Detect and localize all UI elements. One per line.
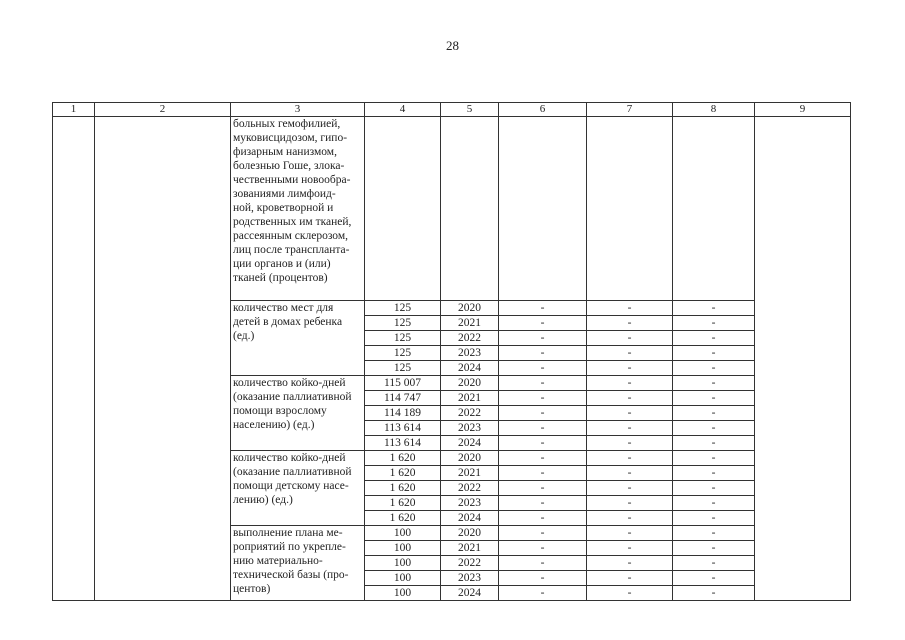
indicator-value: 125	[365, 331, 441, 346]
col6-value: -	[499, 301, 587, 316]
indicator-value: 100	[365, 526, 441, 541]
indicator-year: 2023	[441, 421, 499, 436]
col8-value: -	[673, 346, 755, 361]
col7-value: -	[587, 391, 673, 406]
header-cell: 4	[365, 103, 441, 117]
indicator-year: 2020	[441, 526, 499, 541]
page-number: 28	[446, 38, 459, 53]
col6-value: -	[499, 496, 587, 511]
indicator-value: 125	[365, 316, 441, 331]
indicator-year: 2024	[441, 361, 499, 376]
col7-value: -	[587, 436, 673, 451]
empty-cell	[587, 117, 673, 301]
empty-cell	[441, 117, 499, 301]
header-cell: 2	[95, 103, 231, 117]
indicator-value: 100	[365, 541, 441, 556]
col8-value: -	[673, 421, 755, 436]
col8-value: -	[673, 481, 755, 496]
header-cell: 1	[53, 103, 95, 117]
col7-value: -	[587, 451, 673, 466]
indicator-year: 2022	[441, 481, 499, 496]
header-cell: 8	[673, 103, 755, 117]
col7-value: -	[587, 421, 673, 436]
indicator-value: 1 620	[365, 496, 441, 511]
col7-value: -	[587, 406, 673, 421]
col6-value: -	[499, 541, 587, 556]
col8-value: -	[673, 391, 755, 406]
col6-value: -	[499, 376, 587, 391]
indicator-value: 125	[365, 301, 441, 316]
indicator-year: 2022	[441, 406, 499, 421]
col7-value: -	[587, 466, 673, 481]
indicator-year: 2024	[441, 436, 499, 451]
header-cell: 9	[755, 103, 851, 117]
indicator-description: количество койко-дней (оказание паллиативной помощи взрослому населению) (ед.)	[231, 376, 365, 451]
col9-cell	[755, 117, 851, 601]
indicator-year: 2022	[441, 331, 499, 346]
col8-value: -	[673, 511, 755, 526]
col6-value: -	[499, 421, 587, 436]
indicator-year: 2021	[441, 541, 499, 556]
col2-cell	[95, 117, 231, 601]
indicator-value: 1 620	[365, 451, 441, 466]
indicator-year: 2021	[441, 391, 499, 406]
col7-value: -	[587, 481, 673, 496]
col7-value: -	[587, 346, 673, 361]
col6-value: -	[499, 556, 587, 571]
indicator-description: количество мест для детей в домах ребенка (ед.)	[231, 301, 365, 376]
col6-value: -	[499, 406, 587, 421]
col6-value: -	[499, 586, 587, 601]
indicator-year: 2020	[441, 451, 499, 466]
indicator-value: 1 620	[365, 466, 441, 481]
header-cell: 5	[441, 103, 499, 117]
col8-value: -	[673, 556, 755, 571]
col7-value: -	[587, 526, 673, 541]
col7-value: -	[587, 541, 673, 556]
col8-value: -	[673, 436, 755, 451]
col8-value: -	[673, 316, 755, 331]
indicator-value: 114 747	[365, 391, 441, 406]
col1-cell	[53, 117, 95, 601]
indicator-value: 113 614	[365, 421, 441, 436]
col6-value: -	[499, 361, 587, 376]
col7-value: -	[587, 496, 673, 511]
col6-value: -	[499, 436, 587, 451]
col8-value: -	[673, 451, 755, 466]
indicator-year: 2021	[441, 316, 499, 331]
col8-value: -	[673, 301, 755, 316]
indicator-value: 114 189	[365, 406, 441, 421]
col8-value: -	[673, 331, 755, 346]
col7-value: -	[587, 571, 673, 586]
indicator-description: выполнение плана ме- роприятий по укрепле- нию материально- технической базы (про- центов)	[231, 526, 365, 601]
col8-value: -	[673, 406, 755, 421]
col7-value: -	[587, 301, 673, 316]
col7-value: -	[587, 556, 673, 571]
indicator-year: 2024	[441, 586, 499, 601]
indicator-year: 2021	[441, 466, 499, 481]
col8-value: -	[673, 586, 755, 601]
indicator-value: 125	[365, 361, 441, 376]
indicator-value: 100	[365, 571, 441, 586]
col7-value: -	[587, 511, 673, 526]
indicator-year: 2020	[441, 301, 499, 316]
indicator-value: 1 620	[365, 481, 441, 496]
col7-value: -	[587, 361, 673, 376]
indicator-value: 100	[365, 556, 441, 571]
indicator-year: 2023	[441, 571, 499, 586]
col7-value: -	[587, 331, 673, 346]
col8-value: -	[673, 571, 755, 586]
col7-value: -	[587, 316, 673, 331]
indicator-year: 2024	[441, 511, 499, 526]
indicator-value: 125	[365, 346, 441, 361]
indicator-year: 2020	[441, 376, 499, 391]
header-row	[53, 103, 851, 117]
indicator-description: количество койко-дней (оказание паллиативной помощи детскому насе- лению) (ед.)	[231, 451, 365, 526]
col8-value: -	[673, 541, 755, 556]
empty-cell	[499, 117, 587, 301]
col6-value: -	[499, 331, 587, 346]
col6-value: -	[499, 316, 587, 331]
table-row	[53, 117, 851, 301]
indicator-value: 115 007	[365, 376, 441, 391]
empty-cell	[673, 117, 755, 301]
col6-value: -	[499, 466, 587, 481]
col6-value: -	[499, 511, 587, 526]
col8-value: -	[673, 526, 755, 541]
col6-value: -	[499, 391, 587, 406]
col6-value: -	[499, 451, 587, 466]
indicator-year: 2023	[441, 346, 499, 361]
col8-value: -	[673, 466, 755, 481]
indicator-value: 113 614	[365, 436, 441, 451]
empty-cell	[365, 117, 441, 301]
col8-value: -	[673, 361, 755, 376]
continued-description: больных гемофилией, муковисцидозом, гипо- физарным нанизмом, болезнью Гоше, злока- чественными новообра- зованиями лимфоид- ной, кроветворной и родственных им тканей, рассеянным склерозом, лиц после транспланта- ции органов и (или) тканей (процентов)	[231, 117, 365, 301]
col7-value: -	[587, 376, 673, 391]
col8-value: -	[673, 376, 755, 391]
indicator-value: 1 620	[365, 511, 441, 526]
col8-value: -	[673, 496, 755, 511]
col6-value: -	[499, 571, 587, 586]
indicator-year: 2022	[441, 556, 499, 571]
header-cell: 6	[499, 103, 587, 117]
header-cell: 3	[231, 103, 365, 117]
indicator-year: 2023	[441, 496, 499, 511]
col6-value: -	[499, 526, 587, 541]
header-cell: 7	[587, 103, 673, 117]
col7-value: -	[587, 586, 673, 601]
col6-value: -	[499, 481, 587, 496]
col6-value: -	[499, 346, 587, 361]
program-table	[52, 102, 851, 601]
indicator-value: 100	[365, 586, 441, 601]
